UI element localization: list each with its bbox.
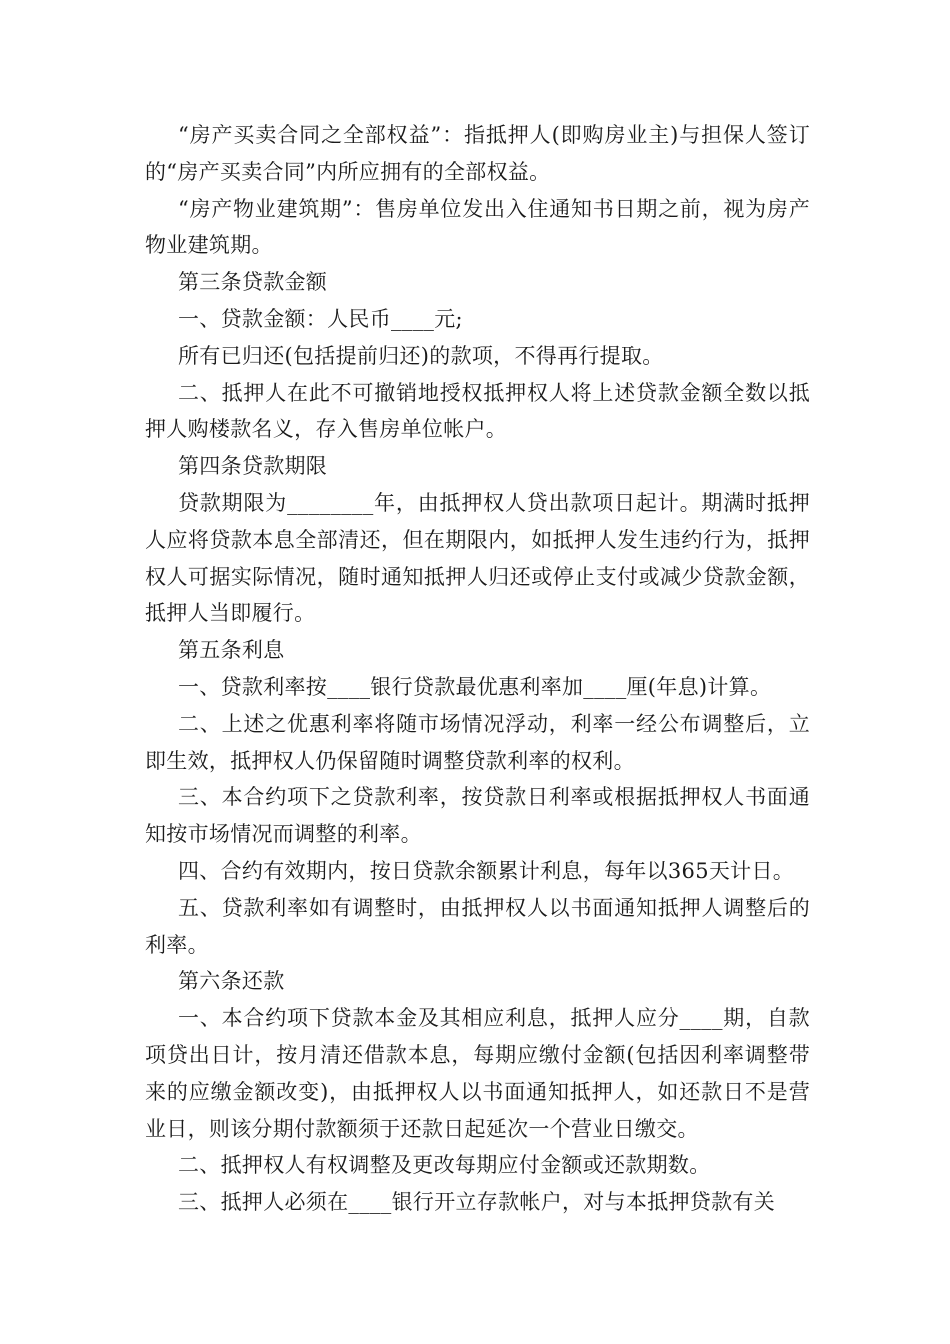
paragraph-repayment: 一、本合约项下贷款本金及其相应利息，抵押人应分____期，自款项贷出日计，按月清还借款本息，每期应缴付金额(包括因利率调整带来的应缴金额改变)，由抵押权人以书面通知抵押人，如还款日不是营业日，则该分期付款额须于还款日起延次一个营业日缴交。	[145, 1006, 810, 1141]
paragraph-interest-rate: 一、贷款利率按____银行贷款最优惠利率加____厘(年息)计算。	[178, 674, 772, 699]
paragraph-definition-rights: “房产买卖合同之全部权益”：指抵押人(即购房业主)与担保人签订的“房产买卖合同”内所应拥有的全部权益。	[145, 123, 810, 184]
paragraph-adjust-installments: 二、抵押权人有权调整及更改每期应付金额或还款期数。	[178, 1153, 711, 1178]
paragraph-loan-term: 贷款期限为________年，由抵押权人贷出款项日起计。期满时抵押人应将贷款本息全部清还，但在期限内，如抵押人发生违约行为，抵押权人可据实际情况，随时通知抵押人归还或停止支付或减少贷款金额，抵押人当即履行。	[145, 490, 810, 626]
paragraph-rate-basis: 三、本合约项下之贷款利率，按贷款日利率或根据抵押权人书面通知按市场情况而调整的利率。	[145, 785, 810, 847]
paragraph-loan-amount: 一、贷款金额：人民币____元;	[178, 306, 463, 331]
article-heading-6: 第六条还款	[178, 969, 285, 994]
article-heading-4: 第四条贷款期限	[178, 454, 328, 479]
paragraph-authorization: 二、抵押人在此不可撤销地授权抵押权人将上述贷款金额全数以抵押人购楼款名义，存入售房单位帐户。	[145, 380, 810, 442]
paragraph-daily-interest: 四、合约有效期内，按日贷款余额累计利息，每年以365天计日。	[178, 858, 795, 883]
document-body	[145, 117, 810, 1221]
article-heading-5: 第五条利息	[178, 638, 285, 663]
paragraph-no-redraw: 所有已归还(包括提前归还)的款项，不得再行提取。	[178, 343, 664, 368]
paragraph-definition-construction: “房产物业建筑期”：售房单位发出入住通知书日期之前，视为房产物业建筑期。	[145, 196, 810, 258]
article-heading-3: 第三条贷款金额	[178, 270, 328, 295]
paragraph-open-account: 三、抵押人必须在____银行开立存款帐户，对与本抵押贷款有关	[178, 1190, 775, 1215]
paragraph-rate-notice: 五、贷款利率如有调整时，由抵押权人以书面通知抵押人调整后的利率。	[145, 895, 810, 957]
paragraph-rate-floating: 二、上述之优惠利率将随市场情况浮动，利率一经公布调整后，立即生效，抵押权人仍保留随时调整贷款利率的权利。	[145, 711, 810, 773]
